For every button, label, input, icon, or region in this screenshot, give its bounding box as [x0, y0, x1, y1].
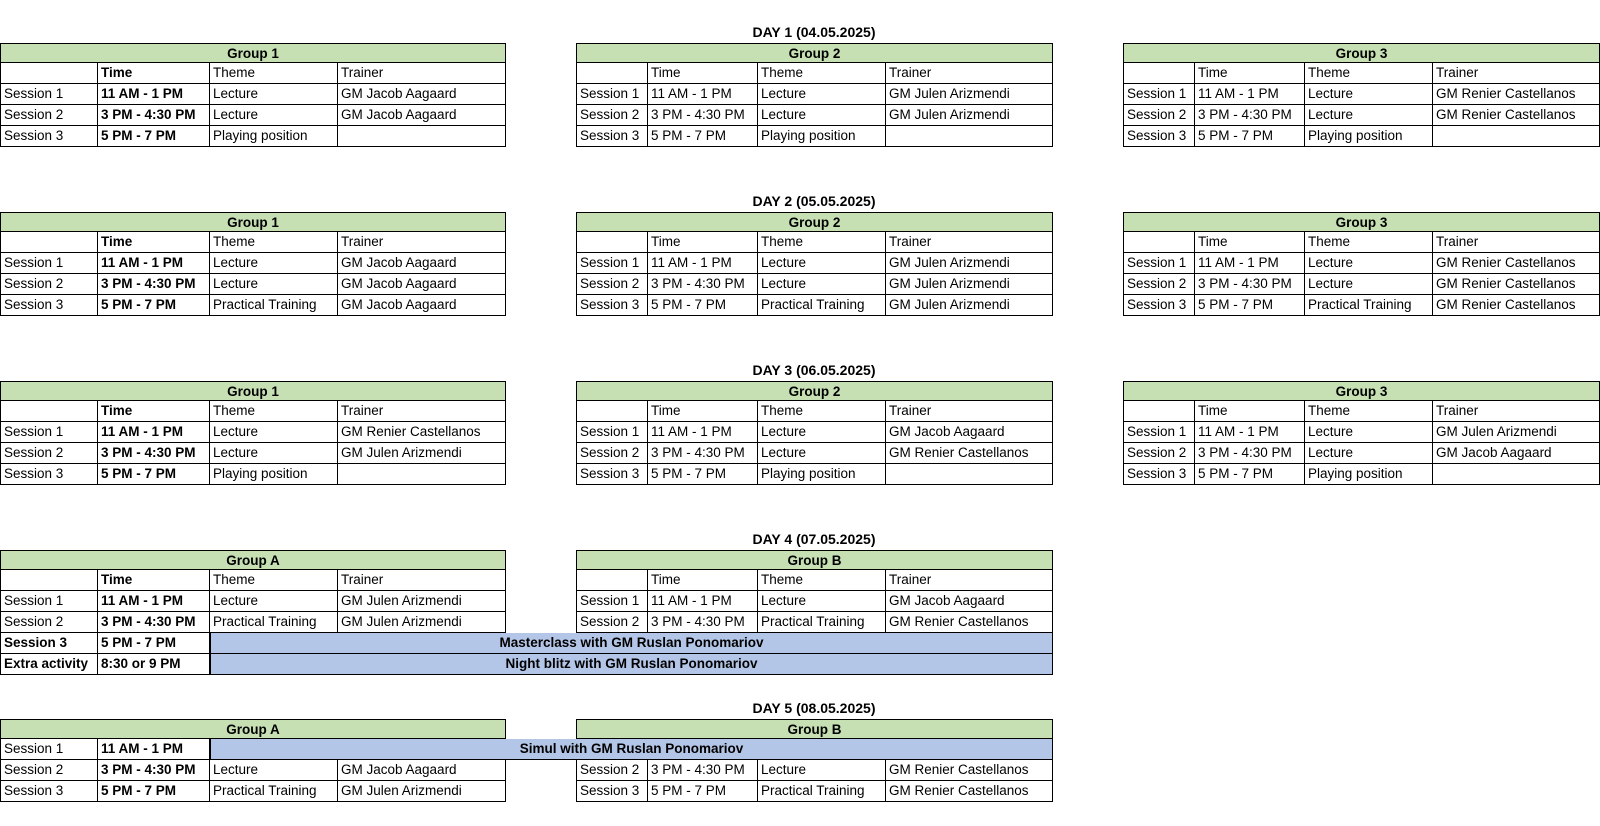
theme-cell: Practical Training [1305, 295, 1433, 316]
table-row [0, 612, 506, 633]
theme-cell: Lecture [758, 443, 886, 464]
time-header: Time [1195, 232, 1305, 253]
trainer-cell: GM Renier Castellanos [1433, 84, 1600, 105]
group-header: Group A [0, 719, 506, 739]
column-header-row [1123, 63, 1600, 84]
session-label-cell: Session 2 [576, 443, 648, 464]
table-row [576, 760, 1053, 781]
session-label-cell: Session 3 [1123, 126, 1195, 147]
trainer-cell: GM Julen Arizmendi [338, 591, 506, 612]
time-cell: 5 PM - 7 PM [1195, 464, 1305, 485]
trainer-cell: GM Renier Castellanos [338, 422, 506, 443]
column-header-row [1123, 401, 1600, 422]
session-label-cell: Session 2 [0, 443, 98, 464]
theme-cell: Lecture [758, 591, 886, 612]
theme-cell: Lecture [1305, 274, 1433, 295]
table-row [576, 105, 1053, 126]
theme-header: Theme [1305, 63, 1433, 84]
time-cell: 5 PM - 7 PM [98, 633, 210, 654]
session-label-cell: Session 2 [1123, 274, 1195, 295]
trainer-cell: GM Julen Arizmendi [886, 84, 1053, 105]
session-label-cell: Session 2 [0, 760, 98, 781]
trainer-cell: GM Renier Castellanos [1433, 274, 1600, 295]
time-header: Time [648, 401, 758, 422]
group-block [576, 43, 1053, 147]
time-cell: 3 PM - 4:30 PM [98, 760, 210, 781]
trainer-header: Trainer [338, 401, 506, 422]
theme-header: Theme [210, 401, 338, 422]
table-row [1123, 253, 1600, 274]
session-label-cell: Session 1 [0, 739, 98, 760]
session-label-cell: Session 3 [1123, 295, 1195, 316]
session-label-cell: Session 2 [1123, 105, 1195, 126]
time-cell: 11 AM - 1 PM [648, 422, 758, 443]
group-block [1123, 381, 1600, 485]
time-cell: 11 AM - 1 PM [98, 422, 210, 443]
trainer-cell: GM Jacob Aagaard [338, 274, 506, 295]
shared-activity-cell: Masterclass with GM Ruslan Ponomariov [210, 633, 1053, 654]
trainer-header: Trainer [1433, 63, 1600, 84]
theme-header: Theme [758, 401, 886, 422]
session-label-cell: Session 1 [576, 84, 648, 105]
time-cell: 5 PM - 7 PM [1195, 126, 1305, 147]
table-row [576, 612, 1053, 633]
theme-cell: Lecture [758, 760, 886, 781]
column-header-row [0, 401, 506, 422]
table-row [576, 781, 1053, 802]
trainer-cell: GM Julen Arizmendi [886, 105, 1053, 126]
group-block [576, 381, 1053, 485]
table-row [1123, 84, 1600, 105]
trainer-cell: GM Renier Castellanos [886, 443, 1053, 464]
theme-cell: Lecture [1305, 105, 1433, 126]
theme-header: Theme [210, 63, 338, 84]
table-row [0, 781, 506, 802]
group-header: Group 3 [1123, 43, 1600, 63]
table-row [576, 591, 1053, 612]
trainer-cell: GM Renier Castellanos [1433, 105, 1600, 126]
group-block [0, 550, 506, 633]
theme-cell: Lecture [210, 422, 338, 443]
table-row [0, 422, 506, 443]
time-cell: 8:30 or 9 PM [98, 654, 210, 675]
time-cell: 3 PM - 4:30 PM [98, 612, 210, 633]
session-label-cell: Session 3 [576, 295, 648, 316]
blank-header-cell [0, 232, 98, 253]
table-row [0, 274, 506, 295]
time-header: Time [648, 63, 758, 84]
trainer-cell: GM Renier Castellanos [1433, 295, 1600, 316]
time-cell: 5 PM - 7 PM [648, 781, 758, 802]
table-row [1123, 126, 1600, 147]
session-label-cell: Session 2 [576, 274, 648, 295]
theme-cell: Lecture [1305, 84, 1433, 105]
time-cell: 3 PM - 4:30 PM [1195, 274, 1305, 295]
theme-cell: Playing position [1305, 464, 1433, 485]
trainer-cell: GM Renier Castellanos [886, 612, 1053, 633]
session-label-cell: Session 2 [0, 612, 98, 633]
day-title: DAY 4 (07.05.2025) [752, 531, 876, 547]
column-header-row [576, 63, 1053, 84]
table-row [0, 84, 506, 105]
table-row [576, 443, 1053, 464]
table-row [576, 274, 1053, 295]
column-header-row [0, 232, 506, 253]
time-cell: 5 PM - 7 PM [98, 781, 210, 802]
time-cell: 5 PM - 7 PM [98, 126, 210, 147]
table-row [576, 422, 1053, 443]
trainer-cell: GM Julen Arizmendi [338, 443, 506, 464]
blank-header-cell [0, 63, 98, 84]
time-cell: 5 PM - 7 PM [648, 295, 758, 316]
session-label-cell: Session 3 [0, 126, 98, 147]
column-header-row [576, 401, 1053, 422]
time-cell: 3 PM - 4:30 PM [648, 274, 758, 295]
theme-cell: Playing position [1305, 126, 1433, 147]
time-cell: 11 AM - 1 PM [648, 84, 758, 105]
session-label-cell: Extra activity [0, 654, 98, 675]
time-cell: 5 PM - 7 PM [648, 464, 758, 485]
day-title: DAY 3 (06.05.2025) [752, 362, 876, 378]
theme-cell: Lecture [210, 274, 338, 295]
group-block [576, 550, 1053, 633]
blank-header-cell [576, 401, 648, 422]
time-cell: 11 AM - 1 PM [98, 253, 210, 274]
theme-header: Theme [758, 570, 886, 591]
session-label-cell: Session 2 [0, 105, 98, 126]
session-label-cell: Session 1 [1123, 84, 1195, 105]
time-header: Time [648, 570, 758, 591]
session-label-cell: Session 2 [0, 274, 98, 295]
session-label-cell: Session 3 [1123, 464, 1195, 485]
trainer-header: Trainer [886, 401, 1053, 422]
table-row [1123, 443, 1600, 464]
time-cell: 3 PM - 4:30 PM [98, 105, 210, 126]
time-cell: 5 PM - 7 PM [1195, 295, 1305, 316]
time-cell: 3 PM - 4:30 PM [98, 443, 210, 464]
session-label-cell: Session 1 [576, 422, 648, 443]
group-header: Group 1 [0, 381, 506, 401]
table-row [0, 591, 506, 612]
session-label-cell: Session 3 [0, 633, 98, 654]
table-row [576, 126, 1053, 147]
blank-header-cell [1123, 401, 1195, 422]
group-header: Group B [576, 550, 1053, 570]
column-header-row [0, 570, 506, 591]
theme-header: Theme [210, 232, 338, 253]
theme-cell: Playing position [210, 126, 338, 147]
theme-cell: Practical Training [758, 781, 886, 802]
theme-cell: Lecture [210, 105, 338, 126]
time-cell: 11 AM - 1 PM [648, 253, 758, 274]
theme-cell: Lecture [758, 422, 886, 443]
theme-cell: Playing position [758, 464, 886, 485]
time-cell: 5 PM - 7 PM [98, 464, 210, 485]
session-label-cell: Session 3 [576, 464, 648, 485]
session-label-cell: Session 1 [0, 84, 98, 105]
time-header: Time [98, 401, 210, 422]
trainer-cell: GM Renier Castellanos [1433, 253, 1600, 274]
trainer-cell: GM Jacob Aagaard [886, 422, 1053, 443]
theme-cell: Practical Training [210, 295, 338, 316]
time-cell: 11 AM - 1 PM [1195, 422, 1305, 443]
theme-cell: Lecture [210, 84, 338, 105]
trainer-cell: GM Julen Arizmendi [338, 781, 506, 802]
group-block [0, 212, 506, 316]
trainer-cell: GM Jacob Aagaard [338, 253, 506, 274]
theme-header: Theme [1305, 232, 1433, 253]
trainer-header: Trainer [1433, 232, 1600, 253]
theme-cell: Lecture [210, 591, 338, 612]
trainer-cell: GM Jacob Aagaard [338, 84, 506, 105]
trainer-cell [1433, 126, 1600, 147]
group-header: Group B [576, 719, 1053, 739]
time-cell: 3 PM - 4:30 PM [98, 274, 210, 295]
trainer-header: Trainer [886, 570, 1053, 591]
group-block [0, 719, 506, 803]
blank-header-cell [576, 570, 648, 591]
group-block [576, 719, 1053, 803]
table-row [1123, 105, 1600, 126]
session-label-cell: Session 1 [1123, 422, 1195, 443]
time-header: Time [98, 570, 210, 591]
column-header-row [0, 63, 506, 84]
blank-header-cell [576, 63, 648, 84]
table-row [0, 464, 506, 485]
trainer-header: Trainer [338, 232, 506, 253]
theme-header: Theme [1305, 401, 1433, 422]
trainer-cell: GM Jacob Aagaard [338, 760, 506, 781]
theme-cell: Lecture [210, 253, 338, 274]
table-row [0, 105, 506, 126]
trainer-cell: GM Julen Arizmendi [338, 612, 506, 633]
table-row [1123, 274, 1600, 295]
table-row [576, 464, 1053, 485]
blank-header-cell [0, 401, 98, 422]
group-header: Group 3 [1123, 381, 1600, 401]
session-label-cell: Session 1 [0, 253, 98, 274]
table-row [0, 760, 506, 781]
trainer-cell: GM Jacob Aagaard [338, 105, 506, 126]
time-header: Time [98, 232, 210, 253]
theme-cell: Lecture [1305, 422, 1433, 443]
theme-cell: Lecture [1305, 443, 1433, 464]
group-header: Group A [0, 550, 506, 570]
trainer-cell: GM Jacob Aagaard [338, 295, 506, 316]
theme-cell: Playing position [758, 126, 886, 147]
session-label-cell: Session 3 [0, 781, 98, 802]
time-cell: 11 AM - 1 PM [98, 739, 210, 760]
trainer-cell: GM Jacob Aagaard [886, 591, 1053, 612]
time-header: Time [98, 63, 210, 84]
trainer-cell [886, 126, 1053, 147]
time-cell: 3 PM - 4:30 PM [648, 105, 758, 126]
trainer-header: Trainer [338, 63, 506, 84]
time-cell: 11 AM - 1 PM [98, 84, 210, 105]
time-cell: 11 AM - 1 PM [648, 591, 758, 612]
trainer-header: Trainer [338, 570, 506, 591]
blank-header-cell [1123, 63, 1195, 84]
theme-header: Theme [210, 570, 338, 591]
trainer-cell: GM Jacob Aagaard [1433, 443, 1600, 464]
group-header: Group 3 [1123, 212, 1600, 232]
session-label-cell: Session 3 [0, 295, 98, 316]
table-row [0, 443, 506, 464]
theme-cell: Lecture [758, 84, 886, 105]
time-header: Time [648, 232, 758, 253]
column-header-row [576, 570, 1053, 591]
theme-cell: Lecture [758, 274, 886, 295]
column-header-row [1123, 232, 1600, 253]
time-cell: 3 PM - 4:30 PM [648, 612, 758, 633]
theme-cell: Lecture [758, 253, 886, 274]
theme-header: Theme [758, 63, 886, 84]
group-header: Group 2 [576, 212, 1053, 232]
group-block [1123, 212, 1600, 316]
column-header-row [576, 232, 1053, 253]
table-row [1123, 295, 1600, 316]
trainer-cell: GM Renier Castellanos [886, 781, 1053, 802]
trainer-cell: GM Julen Arizmendi [886, 253, 1053, 274]
theme-cell: Practical Training [758, 612, 886, 633]
table-row [576, 84, 1053, 105]
day-title: DAY 2 (05.05.2025) [752, 193, 876, 209]
trainer-header: Trainer [886, 232, 1053, 253]
session-label-cell: Session 1 [576, 253, 648, 274]
theme-cell: Playing position [210, 464, 338, 485]
time-cell: 11 AM - 1 PM [1195, 253, 1305, 274]
theme-cell: Practical Training [210, 781, 338, 802]
time-cell: 5 PM - 7 PM [648, 126, 758, 147]
group-header: Group 1 [0, 43, 506, 63]
time-cell: 3 PM - 4:30 PM [648, 443, 758, 464]
session-label-cell: Session 1 [1123, 253, 1195, 274]
time-header: Time [1195, 63, 1305, 84]
theme-cell: Lecture [1305, 253, 1433, 274]
table-row [0, 253, 506, 274]
session-label-cell: Session 1 [0, 591, 98, 612]
time-cell: 11 AM - 1 PM [1195, 84, 1305, 105]
trainer-cell [1433, 464, 1600, 485]
time-cell: 11 AM - 1 PM [98, 591, 210, 612]
trainer-cell [886, 464, 1053, 485]
group-header: Group 2 [576, 381, 1053, 401]
time-header: Time [1195, 401, 1305, 422]
theme-cell: Practical Training [210, 612, 338, 633]
day-title: DAY 5 (08.05.2025) [752, 700, 876, 716]
session-label-cell: Session 2 [1123, 443, 1195, 464]
table-row [0, 126, 506, 147]
trainer-header: Trainer [886, 63, 1053, 84]
trainer-cell: GM Renier Castellanos [886, 760, 1053, 781]
trainer-header: Trainer [1433, 401, 1600, 422]
blank-header-cell [576, 232, 648, 253]
blank-header-cell [1123, 232, 1195, 253]
group-header: Group 2 [576, 43, 1053, 63]
time-cell: 3 PM - 4:30 PM [1195, 105, 1305, 126]
trainer-cell: GM Julen Arizmendi [886, 295, 1053, 316]
group-header: Group 1 [0, 212, 506, 232]
session-label-cell: Session 3 [576, 126, 648, 147]
table-row [576, 295, 1053, 316]
session-label-cell: Session 1 [576, 591, 648, 612]
theme-cell: Lecture [210, 443, 338, 464]
theme-header: Theme [758, 232, 886, 253]
table-row [1123, 422, 1600, 443]
group-block [576, 212, 1053, 316]
theme-cell: Practical Training [758, 295, 886, 316]
session-label-cell: Session 3 [0, 464, 98, 485]
table-row [576, 253, 1053, 274]
time-cell: 3 PM - 4:30 PM [1195, 443, 1305, 464]
group-block [0, 381, 506, 485]
group-block [0, 43, 506, 147]
trainer-cell [338, 126, 506, 147]
session-label-cell: Session 3 [576, 781, 648, 802]
day-title: DAY 1 (04.05.2025) [752, 24, 876, 40]
time-cell: 5 PM - 7 PM [98, 295, 210, 316]
trainer-cell [338, 464, 506, 485]
session-label-cell: Session 2 [576, 612, 648, 633]
blank-header-cell [0, 570, 98, 591]
session-label-cell: Session 1 [0, 422, 98, 443]
shared-activity-cell: Night blitz with GM Ruslan Ponomariov [210, 654, 1053, 675]
session-label-cell: Session 2 [576, 760, 648, 781]
group-block [1123, 43, 1600, 147]
trainer-cell: GM Julen Arizmendi [1433, 422, 1600, 443]
theme-cell: Lecture [210, 760, 338, 781]
table-row [0, 295, 506, 316]
shared-activity-cell: Simul with GM Ruslan Ponomariov [210, 739, 1053, 760]
table-row [1123, 464, 1600, 485]
time-cell: 3 PM - 4:30 PM [648, 760, 758, 781]
theme-cell: Lecture [758, 105, 886, 126]
trainer-cell: GM Julen Arizmendi [886, 274, 1053, 295]
session-label-cell: Session 2 [576, 105, 648, 126]
